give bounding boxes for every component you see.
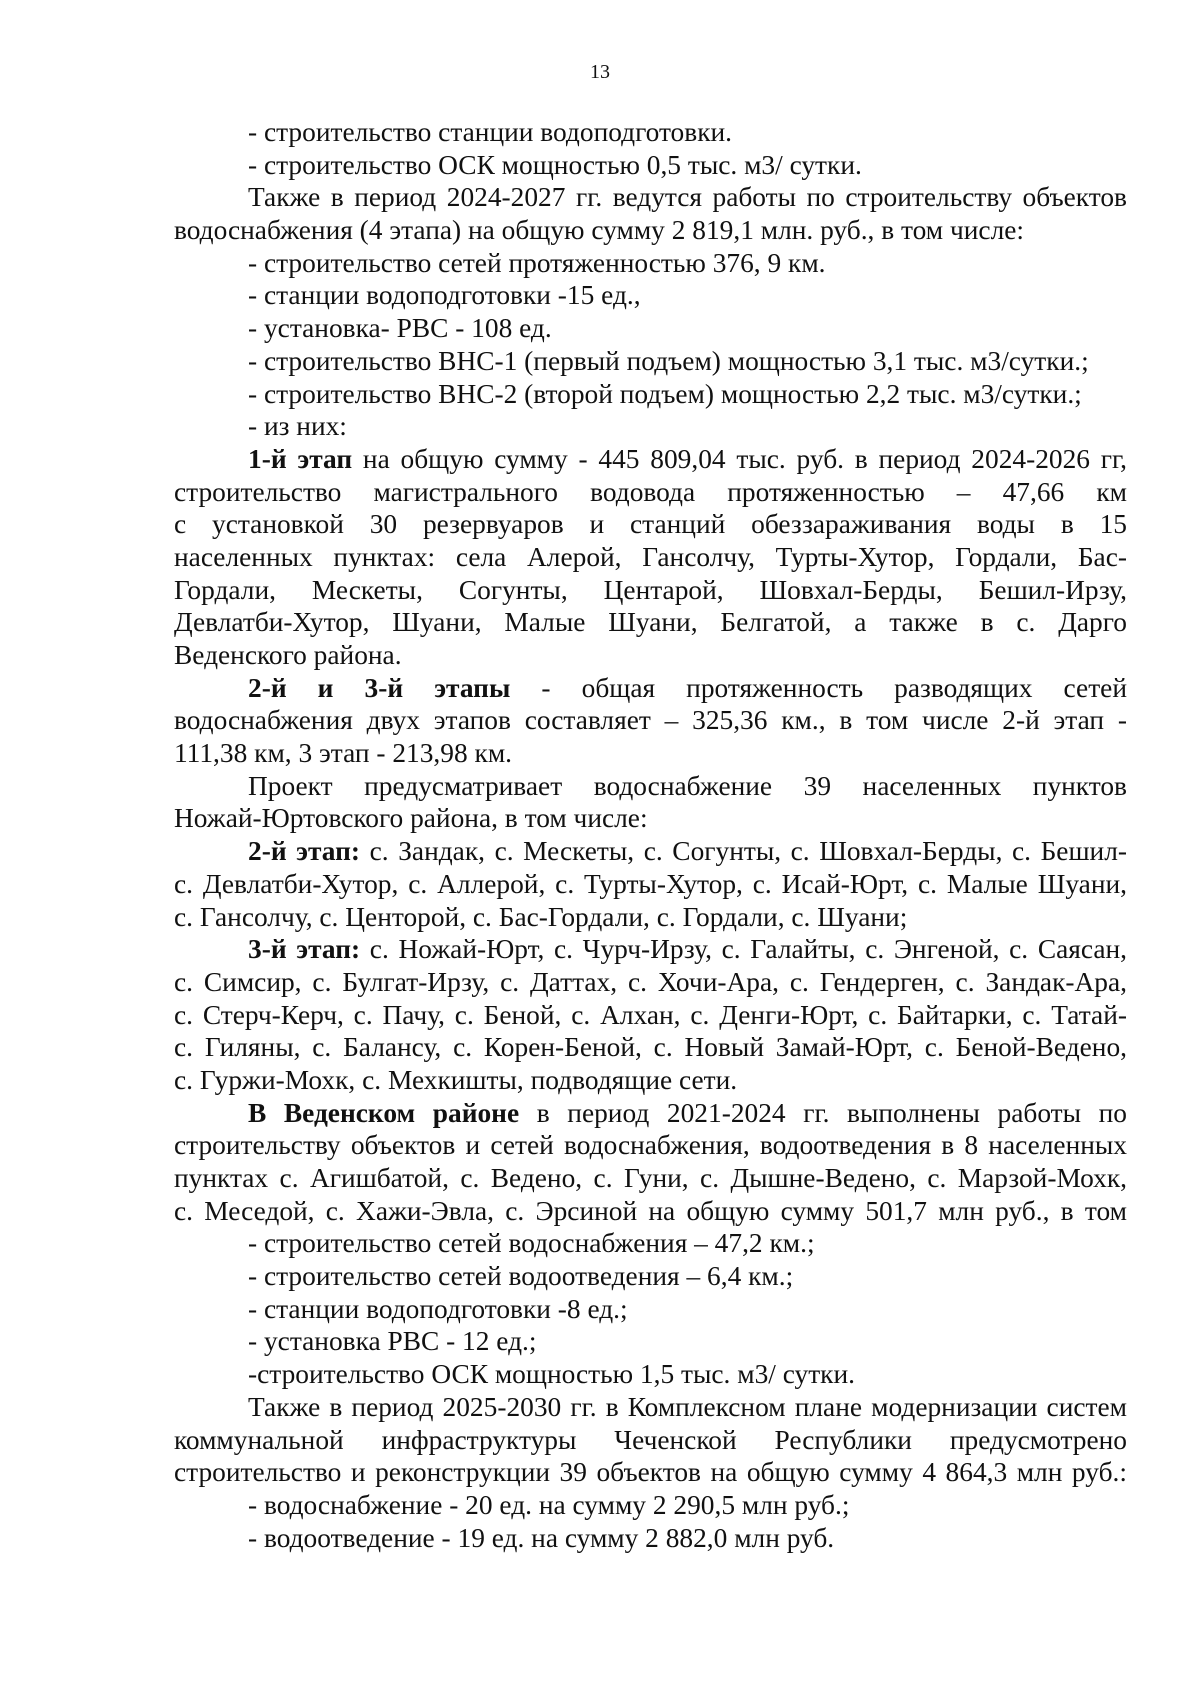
text-line — [174, 345, 1127, 378]
text-line — [174, 410, 1127, 443]
text-line — [174, 672, 1127, 705]
line-text: - строительство сетей протяженностью 376, 9 км. — [248, 247, 826, 278]
line-text: - из них: — [248, 411, 347, 442]
line-text: Проект предусматривает водоснабжение 39 населенных пунктов — [248, 770, 1127, 801]
line-text: - строительство ОСК мощностью 0,5 тыс. м3/ сутки. — [248, 149, 862, 180]
document-body — [174, 116, 1127, 1554]
line-text: - станции водоподготовки -8 ед.; — [248, 1293, 628, 1324]
text-line — [174, 1162, 1127, 1195]
text-line — [174, 1260, 1127, 1293]
line-text: строительство магистрального водовода протяженностью – 47,66 км — [174, 476, 1127, 507]
line-text: - строительство ВНС-2 (второй подъем) мощностью 2,2 тыс. м3/сутки.; — [248, 378, 1082, 409]
text-line — [174, 999, 1127, 1032]
text-line — [174, 737, 1127, 770]
line-text: строительству объектов и сетей водоснабжения, водоотведения в 8 населенных — [174, 1130, 1127, 1161]
line-text: - установка- РВС - 108 ед. — [248, 313, 552, 344]
bold-heading: 3-й этап: — [248, 934, 361, 965]
text-line — [174, 1325, 1127, 1358]
text-line — [174, 1195, 1127, 1228]
bold-heading: В Веденском районе — [248, 1097, 520, 1128]
text-line — [174, 1064, 1127, 1097]
bold-heading: 2-й этап: — [248, 836, 361, 867]
text-line — [174, 312, 1127, 345]
line-text: с. Гуржи-Мохк, с. Мехкишты, подводящие сети. — [174, 1064, 738, 1095]
text-line — [174, 541, 1127, 574]
line-text: коммунальной инфраструктуры Чеченской Республики предусмотрено — [174, 1424, 1127, 1455]
text-line — [174, 443, 1127, 476]
text-line — [174, 1456, 1127, 1489]
line-text: - строительство сетей водоотведения – 6,4 км.; — [248, 1261, 794, 1292]
text-line — [174, 639, 1127, 672]
line-text: - строительство ВНС-1 (первый подъем) мощностью 3,1 тыс. м3/сутки.; — [248, 345, 1089, 376]
line-text: с. Ножай-Юрт, с. Чурч-Ирзу, с. Галайты, с. Энгеной, с. Саясан, — [360, 934, 1127, 965]
text-line — [174, 1522, 1127, 1555]
text-line — [174, 802, 1127, 835]
text-line — [174, 149, 1127, 182]
text-line — [174, 966, 1127, 999]
line-text: - установка РВС - 12 ед.; — [248, 1326, 537, 1357]
line-text: водоснабжения двух этапов составляет – 325,36 км., в том числе 2-й этап - — [174, 705, 1127, 736]
line-text: с. Гансолчу, с. Центорой, с. Бас-Гордали, с. Гордали, с. Шуани; — [174, 901, 908, 932]
text-line — [174, 901, 1127, 934]
text-line — [174, 1489, 1127, 1522]
line-text: - строительство сетей водоснабжения – 47,2 км.; — [248, 1228, 815, 1259]
line-text: строительство и реконструкции 39 объектов на общую сумму 4 864,3 млн руб.: — [174, 1457, 1127, 1488]
text-line — [174, 214, 1127, 247]
line-text: - водоотведение - 19 ед. на сумму 2 882,0 млн руб. — [248, 1522, 835, 1553]
line-text: Гордали, Мескеты, Согунты, Центарой, Шовхал-Берды, Бешил-Ирзу, — [174, 574, 1127, 605]
text-line — [174, 1293, 1127, 1326]
text-line — [174, 574, 1127, 607]
text-line — [174, 1031, 1127, 1064]
text-line — [174, 704, 1127, 737]
line-text: с. Меседой, с. Хажи-Эвла, с. Эрсиной на общую сумму 501,7 млн руб., в том — [174, 1195, 1127, 1226]
bold-heading: 1-й этап — [248, 443, 353, 474]
line-text: в период 2021-2024 гг. выполнены работы по — [519, 1097, 1127, 1128]
text-line — [174, 1391, 1127, 1424]
line-text: Веденского района. — [174, 640, 402, 670]
text-line — [174, 181, 1127, 214]
line-text: с. Стерч-Керч, с. Пачу, с. Беной, с. Алхан, с. Денги-Юрт, с. Байтарки, с. Татай- — [174, 999, 1127, 1030]
text-line — [174, 835, 1127, 868]
page-number: 13 — [590, 61, 610, 83]
line-text: -строительство ОСК мощностью 1,5 тыс. м3/ сутки. — [248, 1359, 855, 1390]
text-line — [174, 606, 1127, 639]
line-text: - строительство станции водоподготовки. — [248, 117, 733, 147]
line-text: Также в период 2025-2030 гг. в Комплексном плане модернизации систем — [248, 1391, 1127, 1422]
line-text: Ножай-Юртовского района, в том числе: — [174, 803, 648, 834]
text-line — [174, 770, 1127, 803]
text-line — [174, 247, 1127, 280]
text-line — [174, 116, 1127, 149]
text-line — [174, 1129, 1127, 1162]
line-text: Также в период 2024-2027 гг. ведутся работы по строительству объектов — [248, 182, 1127, 213]
text-line — [174, 868, 1127, 901]
line-text: Девлатби-Хутор, Шуани, Малые Шуани, Белгатой, а также в с. Дарго — [174, 607, 1127, 638]
line-text: 111,38 км, 3 этап - 213,98 км. — [174, 738, 513, 769]
text-line — [174, 508, 1127, 541]
line-text: - общая протяженность разводящих сетей — [510, 672, 1127, 703]
line-text: на общую сумму - 445 809,04 тыс. руб. в период 2024-2026 гг, — [352, 443, 1127, 474]
line-text: с. Девлатби-Хутор, с. Аллерой, с. Турты-Хутор, с. Исай-Юрт, с. Малые Шуани, — [174, 868, 1127, 899]
line-text: с. Симсир, с. Булгат-Ирзу, с. Даттах, с. Хочи-Ара, с. Гендерген, с. Зандак-Ара, — [174, 966, 1127, 997]
text-line — [174, 476, 1127, 509]
line-text: населенных пунктах: села Алерой, Гансолчу, Турты-Хутор, Гордали, Бас- — [174, 541, 1127, 572]
line-text: водоснабжения (4 этапа) на общую сумму 2 819,1 млн. руб., в том числе: — [174, 215, 1025, 246]
line-text: пунктах с. Агишбатой, с. Ведено, с. Гуни, с. Дышне-Ведено, с. Марзой-Мохк, — [174, 1163, 1127, 1193]
text-line — [174, 378, 1127, 411]
line-text: с. Зандак, с. Мескеты, с. Согунты, с. Шовхал-Берды, с. Бешил- — [369, 836, 1127, 867]
text-line — [174, 1227, 1127, 1260]
text-line — [174, 1424, 1127, 1457]
text-line — [174, 1358, 1127, 1391]
line-text: - станции водоподготовки -15 ед., — [248, 280, 641, 311]
line-text: - водоснабжение - 20 ед. на сумму 2 290,5 млн руб.; — [248, 1489, 850, 1520]
text-line — [174, 279, 1127, 312]
line-text: с. Гиляны, с. Балансу, с. Корен-Беной, с. Новый Замай-Юрт, с. Беной-Ведено, — [174, 1032, 1127, 1063]
bold-heading: 2-й и 3-й этапы — [248, 672, 511, 703]
text-line — [174, 1097, 1127, 1130]
text-line — [174, 933, 1127, 966]
line-text: с установкой 30 резервуаров и станций обеззараживания воды в 15 — [174, 509, 1127, 540]
